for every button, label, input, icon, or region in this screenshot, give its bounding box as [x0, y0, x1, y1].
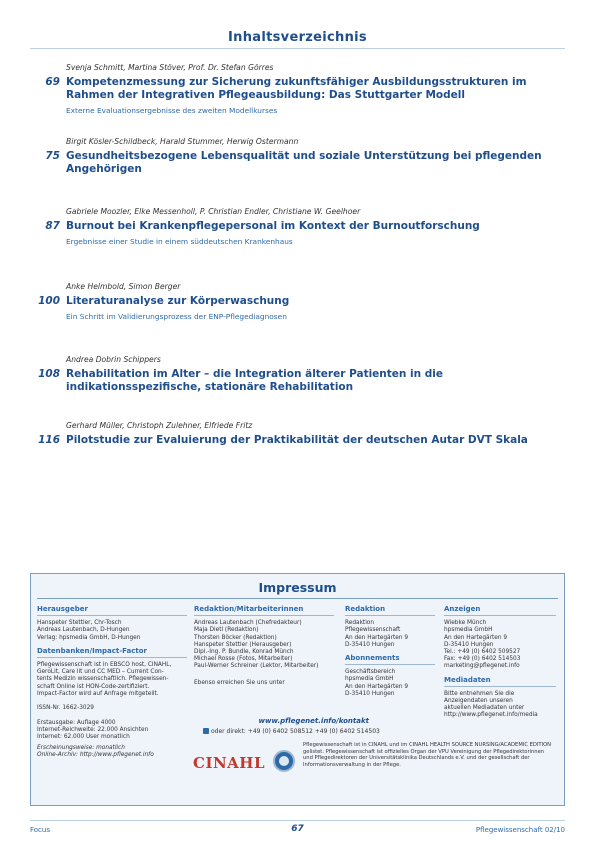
toc-subtitle: Ein Schritt im Validierungsprozess der ENP-Pflegediagnosen	[66, 312, 287, 321]
abonnements-heading: Abonnements	[345, 655, 435, 665]
mediadaten-heading: Mediadaten	[444, 677, 556, 687]
impressum-line: hpsmedia GmbH	[345, 676, 394, 683]
toc-authors: Gerhard Müller, Christoph Zulehner, Elfriede Fritz	[66, 421, 253, 430]
redaktion-mitarbeit-heading: Redaktion/Mitarbeiterinnen	[194, 606, 334, 616]
toc-entry	[30, 421, 570, 447]
toc-page-number: 100	[38, 295, 60, 307]
impressum-line: An den Hartegärten 9	[345, 683, 409, 690]
contact-phone-line: oder direkt: +49 (0) 6402 508512 +49 (0) 6402 514503	[201, 728, 421, 735]
column-redaktion-mitarbeit	[194, 606, 334, 687]
datenbanken-heading: Datenbanken/Impact-Factor	[37, 648, 187, 658]
impressum-line: Hanspeter Stettler (Herausgeber)	[194, 641, 292, 648]
toc-authors: Andrea Dobrin Schippers	[66, 355, 161, 364]
toc-entry	[30, 207, 570, 246]
impressum-line: Anzeigendaten unseren	[444, 698, 513, 705]
phone-icon	[203, 728, 209, 734]
anzeigen-heading: Anzeigen	[444, 606, 556, 616]
impressum-line: hpsmedia GmbH	[444, 627, 493, 634]
impressum-box	[30, 573, 565, 806]
impressum-line: D-35410 Hungen	[345, 690, 395, 697]
impressum-line: Wiebke Münch	[444, 620, 487, 627]
impressum-divider	[37, 598, 558, 599]
footer-divider	[30, 820, 565, 821]
toc-authors: Svenja Schmitt, Martina Stöver, Prof. Dr. Stefan Görres	[66, 63, 274, 72]
herausgeber-heading: Herausgeber	[37, 606, 187, 616]
impressum-line: Michael Rosse (Fotos, Mitarbeiter)	[194, 656, 293, 663]
toc-page-number: 116	[38, 434, 60, 446]
impressum-line: Bitte entnehmen Sie die	[444, 690, 515, 697]
toc-page-number: 87	[45, 220, 60, 232]
impressum-line: Hanspeter Stettler, Chr-Tosch	[37, 620, 122, 627]
impressum-line: Pflegewissenschaft	[345, 627, 401, 634]
impressum-line: ISSN-Nr. 1662-3029	[37, 705, 94, 712]
impressum-line: An den Hartegärten 9	[345, 634, 409, 641]
toc-authors: Birgit Kösler-Schildbeck, Harald Stummer, Herwig Ostermann	[66, 137, 299, 146]
toc-page-number: 75	[45, 150, 60, 162]
footer-section: Focus	[30, 826, 50, 834]
toc-title[interactable]: Gesundheitsbezogene Lebensqualität und soziale Unterstützung bei pflegenden Angehörigen	[66, 150, 542, 175]
toc-entry	[30, 282, 570, 321]
impressum-line: Pflegewissenschaft ist in EBSCO host, CINAHL,	[37, 662, 172, 669]
column-anzeigen	[444, 606, 556, 720]
impressum-line: tents Medizin wissenschaftlich. Pflegewissen-	[37, 676, 169, 683]
cinahl-note: Pflegewissenschaft ist in CINAHL und im CINAHL HEALTH SOURCE NURSING/ACADEMIC EDITION gelistet. Pflegewissenschaft ist offizielles Organ der VPU Vereinigung der Pflegedirektorinnen und Pflegedirektoren der Universitätsklinika Deutschlands e.V. und der gesellschaft der Informationsverwaltung in der Pflege.	[303, 742, 552, 768]
impressum-line: Andreas Lautenbach (Chefredakteur)	[194, 620, 302, 627]
redaktion-heading: Redaktion	[345, 606, 435, 616]
toc-entry	[30, 63, 570, 115]
impressum-line: Dipl.-Ing. P. Bundle, Konrad Münch	[194, 649, 294, 656]
toc-entry	[30, 137, 570, 176]
toc-subtitle: Externe Evaluationsergebnisse des zweiten Modellkurses	[66, 106, 278, 115]
impressum-line: Thorsten Böcker (Redaktion)	[194, 634, 277, 641]
impressum-line: marketing@pflegenet.info	[444, 663, 520, 670]
impressum-line: Impact-Factor wird auf Anfrage mitgeteilt.	[37, 690, 159, 697]
footer-journal: Pflegewissenschaft 02/10	[475, 826, 565, 834]
impressum-line: Fax: +49 (0) 6402 514503	[444, 656, 521, 663]
page-title: Inhaltsverzeichnis	[228, 30, 367, 45]
toc-entry	[30, 355, 570, 394]
impressum-line: D-35410 Hungen	[444, 641, 494, 648]
contact-intro: Ebenso erreichen Sie uns unter	[194, 679, 285, 686]
toc-title[interactable]: Rehabilitation im Alter – die Integration älterer Patienten in die indikationsspezifische, stationäre Rehabilitation	[66, 368, 444, 393]
impressum-line: Erscheinungsweise: monatlich	[37, 745, 125, 752]
toc-title[interactable]: Kompetenzmessung zur Sicherung zukunftsfähiger Ausbildungsstrukturen im Rahmen der Integrativen Pflegeausbildung: Das Stuttgarter Modell	[66, 76, 527, 101]
impressum-line: Redaktion	[345, 620, 375, 627]
impressum-line: Internet-Reichweite: 22.000 Ansichten	[37, 726, 149, 733]
page-number: 67	[291, 824, 304, 834]
impressum-line: Internet: 62.000 User monatlich	[37, 734, 130, 741]
impressum-line: schaft Online ist HON-Code-zertifiziert.	[37, 683, 150, 690]
toc-title[interactable]: Pilotstudie zur Evaluierung der Praktikabilität der deutschen Autar DVT Skala	[66, 434, 528, 446]
impressum-line: Online-Archiv: http://www.pflegenet.info	[37, 752, 154, 759]
toc-title[interactable]: Literaturanalyse zur Körperwaschung	[66, 295, 290, 307]
column-herausgeber	[37, 606, 187, 760]
seal-logo-icon	[273, 750, 295, 772]
title-divider	[30, 48, 565, 49]
toc-authors: Gabriele Moozler, Elke Messenholl, P. Christian Endler, Christiane W. Geelhoer	[66, 207, 361, 216]
contact-url-link[interactable]: www.pflegenet.info/kontakt	[258, 717, 369, 725]
impressum-line: Verlag: hpsmedia GmbH, D-Hungen	[37, 634, 141, 641]
impressum-line: Andreas Lautenbach, D-Hungen	[37, 627, 130, 634]
toc-page-number: 108	[38, 368, 60, 380]
impressum-line: GeroLit, Care lit und CC MED – Current Con-	[37, 669, 164, 676]
column-redaktion	[345, 606, 435, 698]
impressum-title: Impressum	[258, 580, 337, 595]
impressum-line	[37, 698, 187, 705]
impressum-line: An den Hartegärten 9	[444, 634, 508, 641]
toc-subtitle: Ergebnisse einer Studie in einem süddeutschen Krankenhaus	[66, 237, 293, 246]
cinahl-logo: CINAHL	[193, 754, 266, 772]
impressum-line: Paul-Werner Schreiner (Lektor, Mitarbeiter)	[194, 663, 319, 670]
impressum-line	[37, 712, 187, 719]
impressum-line: Erstausgabe: Auflage 4000	[37, 719, 116, 726]
impressum-line: Maja Dietl (Redaktion)	[194, 627, 259, 634]
impressum-line: aktuellen Mediadaten unter	[444, 705, 525, 712]
impressum-line: Tel.: +49 (0) 6402 509527	[444, 649, 521, 656]
impressum-line: http://www.pflegenet.info/media	[444, 712, 538, 719]
impressum-line: Geschäftsbereich	[345, 669, 396, 676]
toc-page-number: 69	[45, 76, 60, 88]
toc-title[interactable]: Burnout bei Krankenpflegepersonal im Kontext der Burnoutforschung	[66, 220, 480, 232]
toc-authors: Anke Helmbold, Simon Berger	[66, 282, 181, 291]
impressum-line: D-35410 Hungen	[345, 641, 395, 648]
